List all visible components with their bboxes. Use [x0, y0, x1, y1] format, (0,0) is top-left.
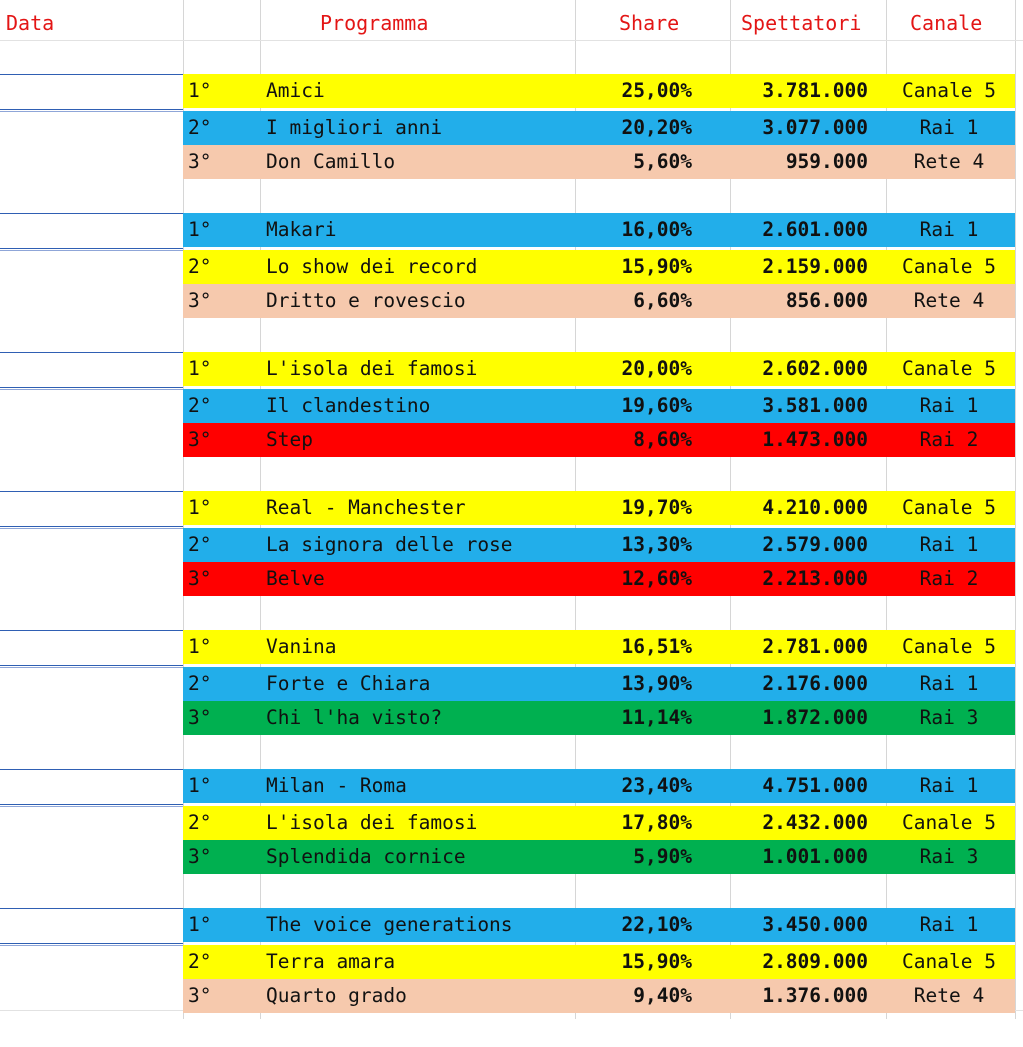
rank-cell[interactable]: 1° [188, 774, 212, 797]
program-cell[interactable]: Splendida cornice [266, 845, 466, 868]
gridline-vertical [1015, 0, 1016, 1019]
header-programma[interactable]: Programma [320, 11, 429, 35]
viewers-cell[interactable]: 2.781.000 [762, 635, 868, 658]
rank-cell[interactable]: 2° [188, 116, 212, 139]
rank-cell[interactable]: 1° [188, 218, 212, 241]
channel-cell[interactable]: Canale 5 [902, 357, 996, 380]
table-row[interactable] [183, 528, 1015, 562]
table-row[interactable] [183, 945, 1015, 979]
day-separator [0, 943, 183, 946]
share-cell[interactable]: 9,40% [633, 984, 692, 1007]
rank-cell[interactable]: 1° [188, 496, 212, 519]
day-label[interactable] [0, 769, 183, 803]
program-cell[interactable]: La signora delle rose [266, 533, 513, 556]
program-cell[interactable]: Milan - Roma [266, 774, 407, 797]
share-cell[interactable]: 23,40% [621, 774, 692, 797]
share-cell[interactable]: 20,00% [621, 357, 692, 380]
share-cell[interactable]: 13,30% [621, 533, 692, 556]
table-row[interactable] [183, 979, 1015, 1013]
channel-cell[interactable]: Rete 4 [913, 289, 985, 312]
header-data[interactable]: Data [6, 11, 55, 35]
share-cell[interactable]: 11,14% [621, 706, 692, 729]
viewers-cell[interactable]: 1.872.000 [762, 706, 868, 729]
viewers-cell[interactable]: 2.213.000 [762, 567, 868, 590]
rank-cell[interactable]: 2° [188, 811, 212, 834]
viewers-cell[interactable]: 2.602.000 [762, 357, 868, 380]
viewers-cell[interactable]: 3.581.000 [762, 394, 868, 417]
rank-cell[interactable]: 2° [188, 255, 212, 278]
day-separator [0, 387, 183, 390]
program-cell[interactable]: I migliori anni [266, 116, 443, 139]
channel-cell[interactable]: Rai 1 [919, 913, 979, 936]
rank-cell[interactable]: 2° [188, 394, 212, 417]
share-cell[interactable]: 15,90% [621, 255, 692, 278]
channel-cell[interactable]: Rai 3 [919, 845, 979, 868]
table-row[interactable] [183, 250, 1015, 284]
day-label[interactable] [0, 908, 183, 942]
day-label[interactable] [0, 491, 183, 525]
program-cell[interactable]: Chi l'ha visto? [266, 706, 443, 729]
rank-cell[interactable]: 3° [188, 150, 212, 173]
viewers-cell[interactable]: 856.000 [785, 289, 868, 312]
share-cell[interactable]: 5,60% [633, 150, 692, 173]
program-cell[interactable]: Vanina [266, 635, 337, 658]
rank-cell[interactable]: 1° [188, 635, 212, 658]
rank-cell[interactable]: 3° [188, 984, 212, 1007]
day-label[interactable] [0, 213, 183, 247]
viewers-cell[interactable]: 2.176.000 [762, 672, 868, 695]
header-spettatori[interactable]: Spettatori [741, 11, 862, 35]
table-row[interactable] [183, 284, 1015, 318]
table-row[interactable] [183, 806, 1015, 840]
channel-cell[interactable]: Rai 3 [919, 706, 979, 729]
channel-cell[interactable]: Rai 1 [919, 672, 979, 695]
day-separator [0, 526, 183, 529]
day-separator [0, 248, 183, 251]
program-cell[interactable]: Lo show dei record [266, 255, 478, 278]
share-cell[interactable]: 19,60% [621, 394, 692, 417]
share-cell[interactable]: 16,51% [621, 635, 692, 658]
rank-cell[interactable]: 3° [188, 289, 212, 312]
rank-cell[interactable]: 2° [188, 672, 212, 695]
header-canale[interactable]: Canale [910, 11, 983, 35]
channel-cell[interactable]: Canale 5 [902, 635, 996, 658]
table-row[interactable] [183, 352, 1015, 386]
share-cell[interactable]: 8,60% [633, 428, 692, 451]
program-cell[interactable]: L'isola dei famosi [266, 357, 478, 380]
channel-cell[interactable]: Canale 5 [902, 496, 996, 519]
viewers-cell[interactable]: 4.210.000 [762, 496, 868, 519]
table-row[interactable] [183, 667, 1015, 701]
rank-cell[interactable]: 3° [188, 567, 212, 590]
viewers-cell[interactable]: 3.781.000 [762, 79, 868, 102]
viewers-cell[interactable]: 2.579.000 [762, 533, 868, 556]
channel-cell[interactable]: Canale 5 [902, 255, 996, 278]
channel-cell[interactable]: Rai 2 [919, 567, 979, 590]
viewers-cell[interactable]: 2.601.000 [762, 218, 868, 241]
share-cell[interactable]: 13,90% [621, 672, 692, 695]
channel-cell[interactable]: Rai 1 [919, 774, 979, 797]
rank-cell[interactable]: 3° [188, 706, 212, 729]
table-row[interactable] [183, 145, 1015, 179]
channel-cell[interactable]: Rai 2 [919, 428, 979, 451]
program-cell[interactable]: Dritto e rovescio [266, 289, 466, 312]
viewers-cell[interactable]: 2.809.000 [762, 950, 868, 973]
program-cell[interactable]: L'isola dei famosi [266, 811, 478, 834]
program-cell[interactable]: Don Camillo [266, 150, 396, 173]
share-cell[interactable]: 22,10% [621, 913, 692, 936]
rank-cell[interactable]: 1° [188, 913, 212, 936]
rank-cell[interactable]: 1° [188, 357, 212, 380]
program-cell[interactable]: Step [266, 428, 313, 451]
table-row[interactable] [183, 840, 1015, 874]
day-label[interactable] [0, 74, 183, 108]
table-row[interactable] [183, 562, 1015, 596]
day-separator [0, 109, 183, 112]
viewers-cell[interactable]: 2.432.000 [762, 811, 868, 834]
day-label[interactable] [0, 630, 183, 664]
viewers-cell[interactable]: 3.077.000 [762, 116, 868, 139]
share-cell[interactable]: 6,60% [633, 289, 692, 312]
viewers-cell[interactable]: 1.001.000 [762, 845, 868, 868]
share-cell[interactable]: 25,00% [621, 79, 692, 102]
day-label[interactable] [0, 352, 183, 386]
table-row[interactable] [183, 389, 1015, 423]
table-row[interactable] [183, 769, 1015, 803]
viewers-cell[interactable]: 1.376.000 [762, 984, 868, 1007]
viewers-cell[interactable]: 4.751.000 [762, 774, 868, 797]
program-cell[interactable]: Forte e Chiara [266, 672, 431, 695]
channel-cell[interactable]: Canale 5 [902, 950, 996, 973]
channel-cell[interactable]: Canale 5 [902, 811, 996, 834]
program-cell[interactable]: Belve [266, 567, 325, 590]
table-row[interactable] [183, 908, 1015, 942]
program-cell[interactable]: Makari [266, 218, 337, 241]
channel-cell[interactable]: Rete 4 [913, 150, 985, 173]
rank-cell[interactable]: 2° [188, 533, 212, 556]
channel-cell[interactable]: Rete 4 [913, 984, 985, 1007]
table-row[interactable] [183, 111, 1015, 145]
gridline-horizontal [0, 40, 1023, 41]
day-separator [0, 804, 183, 807]
program-cell[interactable]: Real - Manchester [266, 496, 466, 519]
channel-cell[interactable]: Rai 1 [919, 533, 979, 556]
share-cell[interactable]: 17,80% [621, 811, 692, 834]
program-cell[interactable]: Il clandestino [266, 394, 431, 417]
channel-cell[interactable]: Rai 1 [919, 394, 979, 417]
viewers-cell[interactable]: 959.000 [785, 150, 868, 173]
rank-cell[interactable]: 2° [188, 950, 212, 973]
table-row[interactable] [183, 213, 1015, 247]
channel-cell[interactable]: Canale 5 [902, 79, 996, 102]
channel-cell[interactable]: Rai 1 [919, 116, 979, 139]
share-cell[interactable]: 5,90% [633, 845, 692, 868]
header-share[interactable]: Share [619, 11, 680, 35]
rank-cell[interactable]: 1° [188, 79, 212, 102]
program-cell[interactable]: Amici [266, 79, 325, 102]
table-row[interactable] [183, 701, 1015, 735]
share-cell[interactable]: 19,70% [621, 496, 692, 519]
program-cell[interactable]: Quarto grado [266, 984, 407, 1007]
table-row[interactable] [183, 630, 1015, 664]
program-cell[interactable]: Terra amara [266, 950, 396, 973]
viewers-cell[interactable]: 1.473.000 [762, 428, 868, 451]
viewers-cell[interactable]: 3.450.000 [762, 913, 868, 936]
table-row[interactable] [183, 491, 1015, 525]
share-cell[interactable]: 16,00% [621, 218, 692, 241]
table-row[interactable] [183, 423, 1015, 457]
share-cell[interactable]: 15,90% [621, 950, 692, 973]
program-cell[interactable]: The voice generations [266, 913, 513, 936]
share-cell[interactable]: 20,20% [621, 116, 692, 139]
channel-cell[interactable]: Rai 1 [919, 218, 979, 241]
day-separator [0, 665, 183, 668]
rank-cell[interactable]: 3° [188, 845, 212, 868]
viewers-cell[interactable]: 2.159.000 [762, 255, 868, 278]
table-row[interactable] [183, 74, 1015, 108]
share-cell[interactable]: 12,60% [621, 567, 692, 590]
rank-cell[interactable]: 3° [188, 428, 212, 451]
